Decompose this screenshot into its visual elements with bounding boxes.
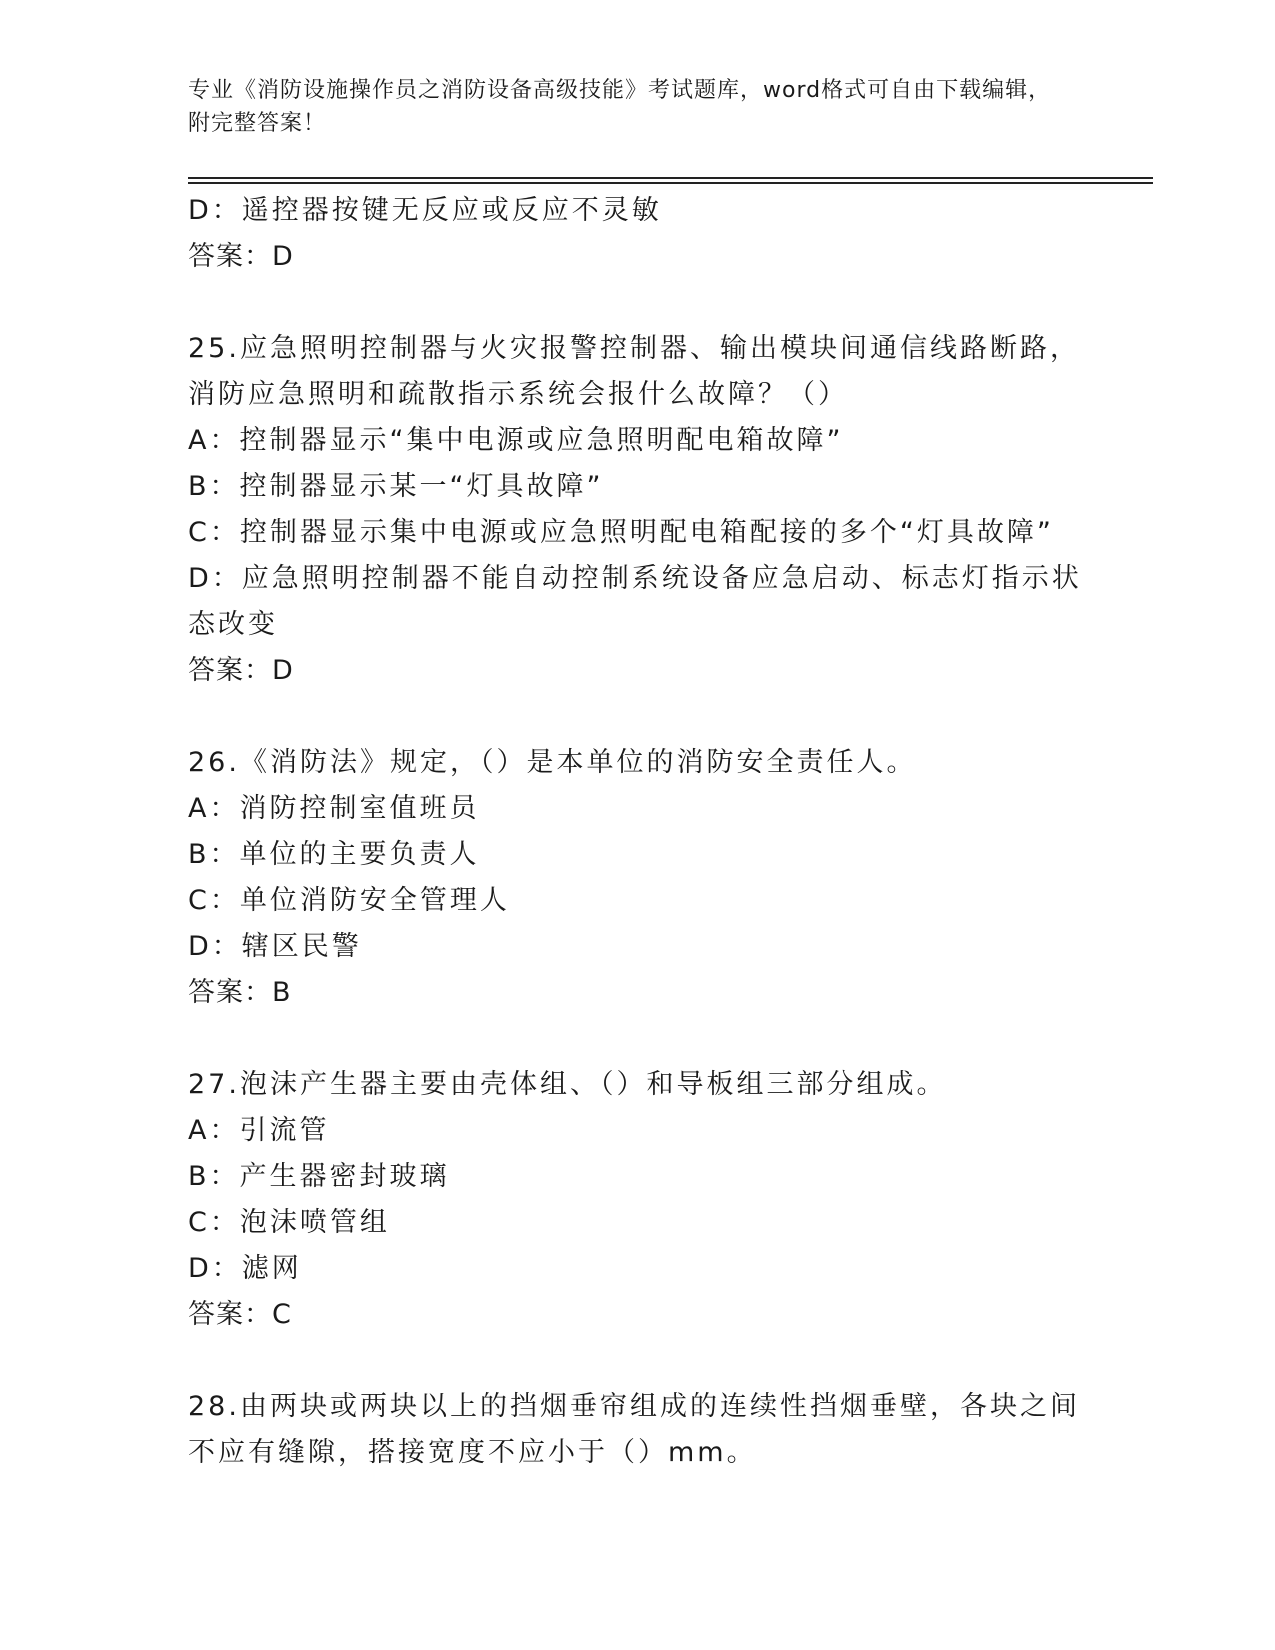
spacer: [188, 280, 1088, 326]
spacer: [188, 1338, 1088, 1384]
question-28: [188, 1384, 1088, 1476]
question-26: [188, 740, 1088, 1016]
spacer: [188, 1016, 1088, 1062]
header-divider: [188, 177, 1153, 179]
answer: 答案：C: [188, 1299, 292, 1330]
option-c: C：控制器显示集中电源或应急照明配电箱配接的多个“灯具故障”: [188, 517, 1054, 548]
option-d: D：应急照明控制器不能自动控制系统设备应急启动、标志灯指示状态改变: [188, 563, 1082, 640]
document-body: [188, 188, 1088, 1476]
question-stem: 26.《消防法》规定，（）是本单位的消防安全责任人。: [188, 747, 917, 778]
header-divider-double: [188, 182, 1153, 184]
answer: 答案：B: [188, 977, 292, 1008]
option-c: C：单位消防安全管理人: [188, 885, 510, 916]
option-c: C：泡沫喷管组: [188, 1207, 390, 1238]
option-a: A：控制器显示“集中电源或应急照明配电箱故障”: [188, 425, 844, 456]
question-stem: 27.泡沫产生器主要由壳体组、（）和导板组三部分组成。: [188, 1069, 947, 1100]
option-b: B：控制器显示某一“灯具故障”: [188, 471, 604, 502]
answer: 答案：D: [188, 655, 294, 686]
option-d: D：遥控器按键无反应或反应不灵敏: [188, 195, 662, 226]
option-a: A：引流管: [188, 1115, 330, 1146]
option-d: D：滤网: [188, 1253, 302, 1284]
question-27: [188, 1062, 1088, 1338]
option-b: B：产生器密封玻璃: [188, 1161, 450, 1192]
page-header: 专业《消防设施操作员之消防设备高级技能》考试题库，word格式可自由下载编辑，附完整答案！: [188, 78, 1052, 136]
option-a: A：消防控制室值班员: [188, 793, 480, 824]
question-stem: 25.应急照明控制器与火灾报警控制器、输出模块间通信线路断路，消防应急照明和疏散指示系统会报什么故障？（）: [188, 333, 1080, 410]
question-stem: 28.由两块或两块以上的挡烟垂帘组成的连续性挡烟垂壁，各块之间不应有缝隙，搭接宽度不应小于（）mm。: [188, 1391, 1080, 1468]
option-d: D：辖区民警: [188, 931, 362, 962]
question-25: [188, 326, 1088, 694]
spacer: [188, 694, 1088, 740]
answer: 答案：D: [188, 241, 294, 272]
option-b: B：单位的主要负责人: [188, 839, 480, 870]
